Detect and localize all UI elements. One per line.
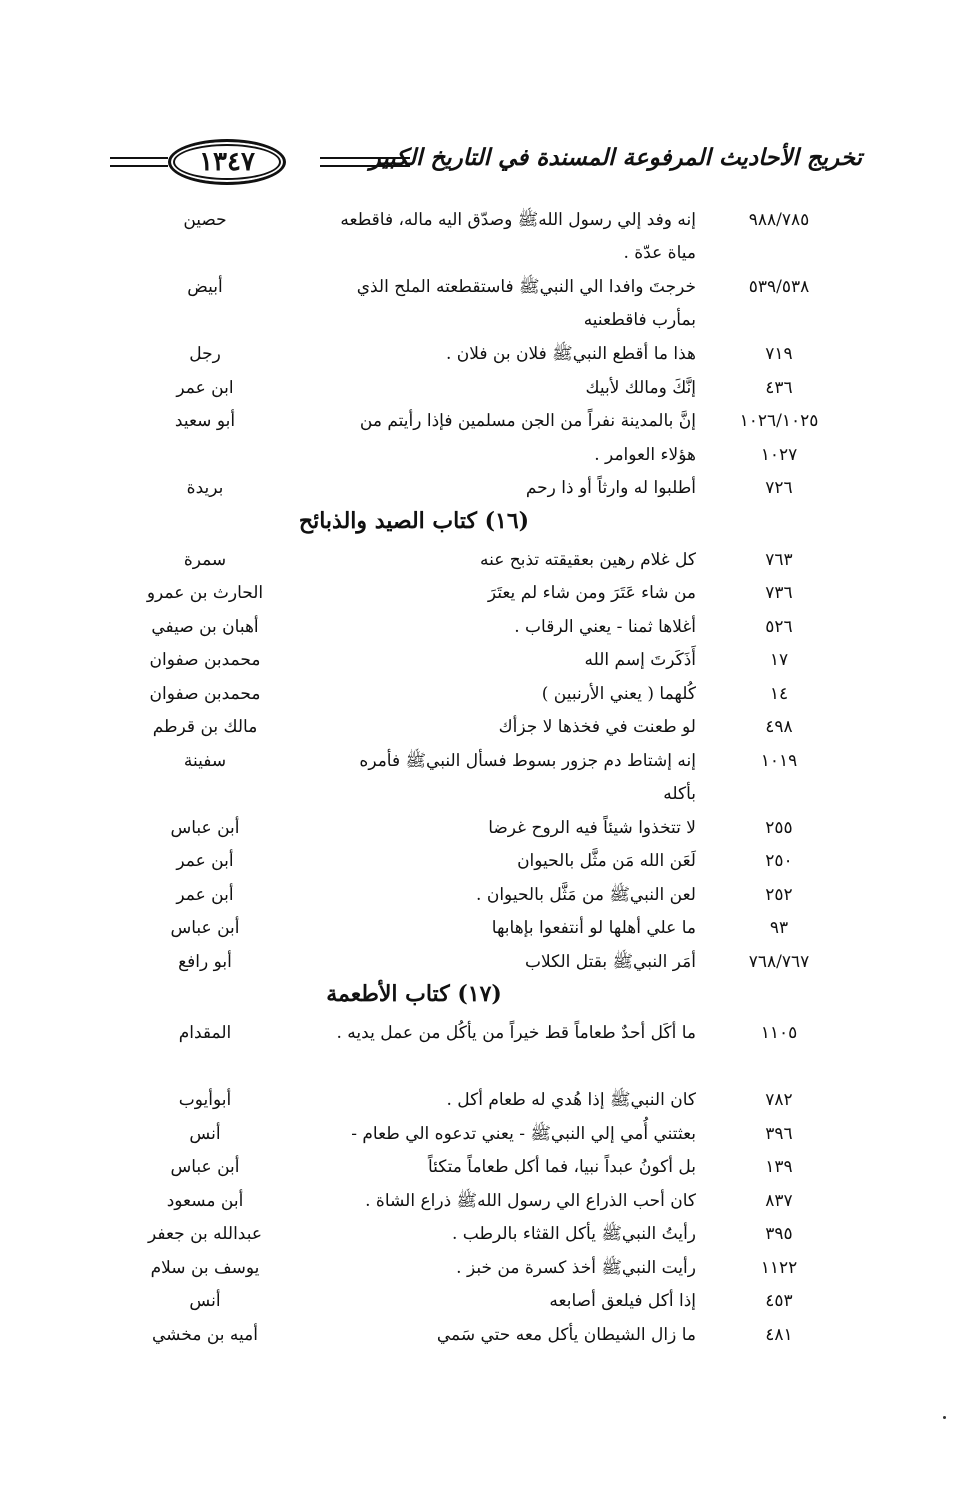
narrator: أبن عمر	[176, 884, 234, 905]
hadith-ref: ٧٣٦	[765, 583, 793, 603]
table-row	[110, 908, 838, 942]
narrator: عبدالله بن جعفر	[147, 1224, 262, 1244]
table-row	[110, 540, 838, 574]
hadith-ref: ١٠١٩	[760, 750, 798, 771]
section-heading-17: (١٧) كتاب الأطعمة	[326, 981, 502, 1007]
hadith-text: من شاء عَتَرَ ومن شاء لم يعتَرَ	[487, 583, 696, 603]
narrator: ابن عمر	[176, 377, 234, 398]
hadith-text: بل أكونُ عبداً نبيا، فما أكل طعاماً متكئاً	[427, 1157, 696, 1177]
section-heading-16: (١٦) كتاب الصيد والذبائح	[298, 507, 530, 534]
narrator: مالك بن قرطم	[152, 717, 258, 737]
hadith-text: أطلبوا له وارثاً أو ذا رحم	[525, 478, 696, 498]
hadith-ref: ٩٨٨/٧٨٥	[748, 210, 810, 230]
hadith-text: كُلهما ( يعني الأرنبين )	[541, 683, 696, 704]
narrator: سفينة	[183, 750, 227, 771]
hadith-ref: ٧١٩	[765, 344, 793, 364]
hadith-ref: ١٠٢٦/١٠٢٥	[739, 411, 819, 431]
narrator: أنس	[189, 1123, 221, 1144]
hadith-ref: ١٣٩	[765, 1157, 793, 1177]
table-row	[110, 674, 838, 708]
narrator: أميه بن مخشي	[152, 1324, 258, 1345]
narrator: حصين	[183, 210, 227, 230]
hadith-ref: ٢٥٠	[765, 851, 793, 871]
hadith-text: لَعَن الله مَن مثَّل بالحيوان	[517, 851, 696, 871]
hadith-ref: ٤٨١	[765, 1324, 793, 1345]
hadith-ref: ١٠٢٧	[760, 444, 798, 465]
table-row	[110, 640, 838, 674]
hadith-text: خرجتَ وافدا الي النبيﷺ فاستقطعته الملح الذي بمأرب فاقطعنيه	[356, 277, 696, 330]
hadith-text: ما أكَل أحدٌ طعاماً قط خيراً من يأكُل من عمل يديه .	[336, 1023, 696, 1043]
header-rule-right	[110, 157, 168, 167]
narrator: سمرة	[183, 549, 227, 570]
hadith-text: رأيت النبيﷺ أخذ كسرة من خبز .	[456, 1257, 696, 1278]
page-number-oval	[168, 139, 286, 185]
hadith-ref: ٢٥٢	[765, 884, 793, 905]
table-row	[110, 435, 838, 469]
hadith-ref: ١١٢٢	[760, 1257, 798, 1278]
narrator: رجل	[189, 344, 221, 364]
hadith-text: كان النبيﷺ إذا هُدي له طعام أكل .	[446, 1090, 696, 1110]
hadith-ref: ١٧	[769, 650, 789, 670]
table-row	[110, 841, 838, 875]
hadith-ref: ٣٩٦	[765, 1123, 793, 1144]
hadith-ref: ١١٠٥	[760, 1023, 798, 1043]
header-rule-left	[320, 157, 410, 167]
narrator: أنس	[189, 1291, 221, 1311]
narrator: أهبان بن صيفي	[151, 616, 259, 637]
table-row	[110, 607, 838, 641]
hadith-text: هذا ما أقطع النبيﷺ فلان بن فلان .	[445, 344, 696, 364]
narrator: أبو سعيد	[174, 411, 236, 431]
hadith-ref: ٧٦٨/٧٦٧	[748, 951, 810, 972]
hadith-ref: ٥٢٦	[765, 616, 793, 637]
narrator: محمدبن صفوان	[149, 650, 261, 670]
hadith-text: ما علي أهلها لو أنتفعوا بإهابها	[491, 918, 696, 938]
table-row	[110, 1114, 838, 1148]
hadith-ref: ١٤	[769, 683, 789, 704]
page-header	[110, 138, 862, 182]
table-row	[110, 1080, 838, 1114]
table-row	[110, 942, 838, 976]
scan-speck	[943, 1416, 946, 1419]
hadith-ref: ٤٩٨	[765, 717, 793, 737]
hadith-ref: ٩٣	[769, 918, 789, 938]
hadith-ref: ٣٩٥	[765, 1224, 793, 1244]
narrator: أبوأيوب	[178, 1090, 232, 1110]
hadith-ref: ٧٨٢	[765, 1090, 793, 1110]
narrator: أبو رافع	[178, 951, 232, 972]
table-row	[110, 401, 838, 435]
table-row	[110, 1147, 838, 1181]
hadith-text: هؤلاء العوامر .	[594, 444, 696, 465]
hadith-text: كان أحب الذراع الي رسول اللهﷺ ذراع الشاة .	[365, 1190, 696, 1211]
hadith-text: رأيتُ النبيﷺ يأكل القثاء بالرطب .	[451, 1224, 696, 1244]
hadith-text: بعثتني أُمي إلي النبيﷺ - يعني تدعوه الي طعام -	[351, 1123, 696, 1144]
table-row	[110, 808, 838, 842]
hadith-ref: ٤٥٣	[765, 1291, 793, 1311]
table-row	[110, 334, 838, 368]
narrator: بريدة	[186, 478, 224, 498]
table-row	[110, 1214, 838, 1248]
narrator: أبن عباس	[170, 918, 240, 938]
table-row	[110, 875, 838, 909]
table-row	[110, 1315, 838, 1349]
hadith-text: أَذَكَرتَ إسم الله	[584, 650, 696, 670]
narrator: أبن مسعود	[166, 1190, 244, 1211]
table-row	[110, 1281, 838, 1315]
hadith-text: إنَّكَ ومالك لأبيك	[585, 377, 696, 398]
narrator: محمدبن صفوان	[149, 683, 261, 704]
page-number: ١٣٤٧	[199, 147, 255, 177]
hadith-ref: ٥٣٩/٥٣٨	[748, 277, 810, 297]
hadith-text: لعن النبيﷺ من مَثَّل بالحيوان .	[476, 884, 696, 905]
hadith-text: إنَّ بالمدينة نفراً من الجن مسلمين فإذا رأيتم من	[359, 411, 696, 431]
table-row	[110, 1181, 838, 1215]
narrator: أبن عباس	[170, 817, 240, 838]
hadith-text: إنه إشتاط دم جزور بسوط فسأل النبيﷺ فأمره بأكله	[359, 750, 696, 804]
table-row	[110, 1013, 838, 1080]
hadith-text: ما زال الشيطان يأكل معه حتي سَمي	[436, 1324, 696, 1345]
table-row	[110, 200, 838, 267]
hadith-text: كل غلام رهين بعقيقته تذبح عنه	[479, 549, 696, 570]
table-row	[110, 368, 838, 402]
hadith-text: أغلاها ثمنا - يعني الرقاب .	[514, 616, 696, 637]
narrator: الحارث بن عمرو	[146, 583, 264, 603]
hadith-text: لا تتخذوا شيئاً فيه الروح غرضا	[488, 817, 696, 838]
narrator: أبن عباس	[170, 1157, 240, 1177]
table-row	[110, 1248, 838, 1282]
hadith-text: لو طعنت في فخذها لا جزأك	[498, 717, 696, 737]
table-row	[110, 741, 838, 808]
narrator: يوسف بن سلام	[150, 1257, 260, 1278]
hadith-text: إذا أكل فيلعق أصابعه	[549, 1291, 696, 1311]
narrator: أبن عمر	[176, 851, 234, 871]
table-row	[110, 573, 838, 607]
hadith-text: إنه وفد إلي رسول اللهﷺ وصدّق اليه ماله، فاقطعه مياة عدّة .	[340, 210, 696, 263]
hadith-ref: ٧٦٣	[765, 549, 793, 570]
running-title: تخريج الأحاديث المرفوعة المسندة في التاريخ الكبير	[369, 144, 862, 171]
hadith-ref: ٢٥٥	[765, 817, 793, 838]
table-row	[110, 468, 838, 502]
narrator: أبيض	[187, 277, 223, 297]
hadith-ref: ٨٣٧	[765, 1190, 793, 1211]
hadith-text: أمَر النبيﷺ بقتل الكلاب	[524, 951, 696, 972]
hadith-ref: ٧٢٦	[765, 478, 793, 498]
table-row	[110, 707, 838, 741]
narrator: المقدام	[178, 1023, 232, 1043]
table-row	[110, 267, 838, 334]
hadith-ref: ٤٣٦	[765, 377, 793, 398]
hadith-index-table	[110, 200, 838, 1348]
